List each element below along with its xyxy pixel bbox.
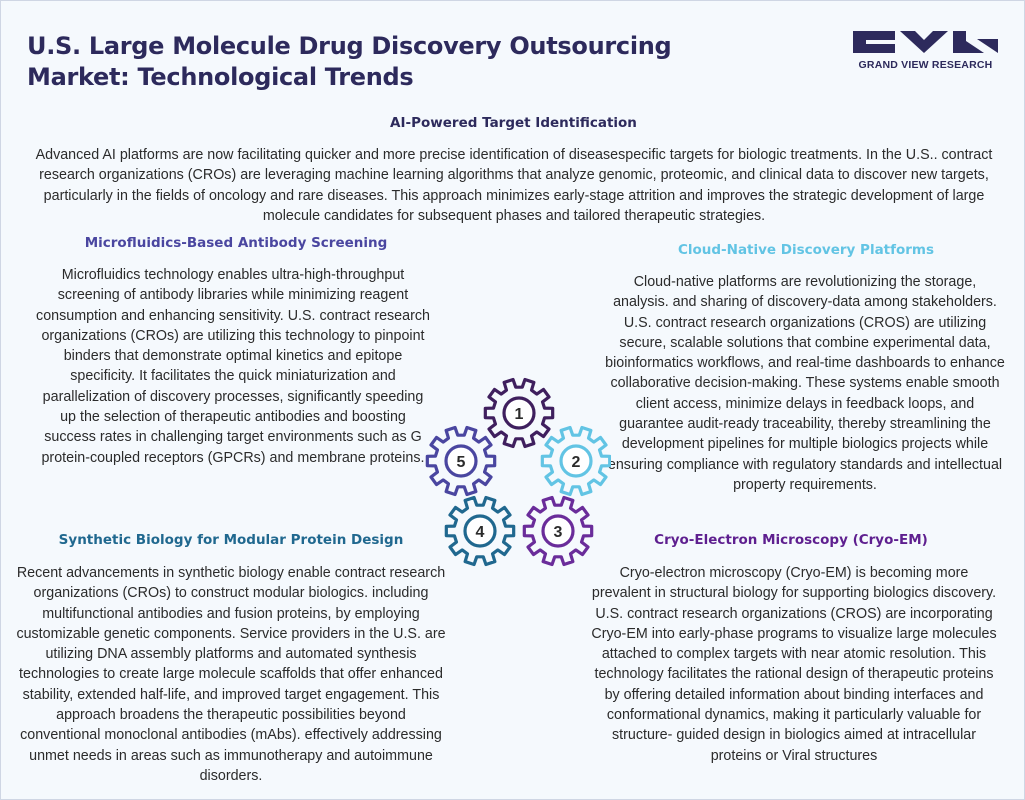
gear-1-label: 1: [514, 406, 524, 423]
gear-4-label: 4: [475, 524, 485, 541]
gear-5-label: 5: [456, 454, 466, 471]
ai-target-body: Advanced AI platforms are now facilitating quicker and more precise identification of diseasespecific targets for biologic treatments. In the U.S.. contract research organizations (CROs) are leveraging machine learning algorithms that analyze genomic, proteomic, and clinical data to discover new targets, particularly in the fields of oncology and rare diseases. This approach minimizes early-stage attrition and improves the strategic development of large molecule candidates for subsequent phases and tailored therapeutic strategies.: [35, 147, 993, 224]
gear-3-label: 3: [553, 524, 563, 541]
gear-2-label: 2: [571, 454, 581, 471]
logo-text: GRAND VIEW RESEARCH: [858, 59, 993, 71]
microfluidics-heading: Microfluidics-Based Antibody Screening: [84, 235, 388, 251]
cloud-native-body: Cloud-native platforms are revolutionizing the storage, analysis. and sharing of discovery-data among stakeholders. U.S. contract research organizations (CROS) are utilizing secure, scalable solutions that combine experimental data, bioinformatics workflows, and real-time dashboards to enhance collaborative decision-making. These systems enable smooth client access, minimize delays in feedback loops, and guarantee audit-ready traceability, thereby streamlining the development pipelines for multiple biologics projects while ensuring compliance with regulatory standards and intellectual property requirements.: [605, 274, 1005, 493]
synthetic-biology-heading: Synthetic Biology for Modular Protein Design: [58, 532, 404, 548]
cryo-em-body: Cryo-electron microscopy (Cryo-EM) is becoming more prevalent in structural biology for supporting biologics discovery. U.S. contract research organizations (CROS) are incorporating Cryo-EM into early-phase programs to visualize large molecules attached to complex targets with near atomic resolution. This technology facilitates the rational design of therapeutic proteins by offering detailed information about binding interfaces and conformational dynamics, making it particularly valuable for structure- guided design in biologics aimed at intracellular proteins or Viral structures: [591, 565, 997, 764]
gear-1-icon: [485, 380, 552, 447]
cloud-native-heading: Cloud-Native Discovery Platforms: [677, 242, 935, 258]
gear-4-icon: [446, 498, 513, 565]
microfluidics-body: Microfluidics technology enables ultra-high-throughput screening of antibody libraries while minimizing reagent consumption and enhancing sensitivity. U.S. contract research organizations (CROs) are utilizing this technology to pinpoint binders that demonstrate optimal kinetics and epitope specificity. It facilitates the quick miniaturization and parallelization of discovery processes, significantly speeding up the selection of therapeutic antibodies and boosting success rates in challenging target environments such as G protein-coupled receptors (GPCRs) and membrane proteins.: [36, 267, 430, 466]
ai-target-heading: AI-Powered Target Identification: [390, 115, 637, 131]
cryo-em-heading: Cryo-Electron Microscopy (Cryo-EM): [654, 532, 928, 548]
page-title: U.S. Large Molecule Drug Discovery Outsourcing Market: Technological Trends: [27, 32, 672, 91]
synthetic-biology-body: Recent advancements in synthetic biology enable contract research organizations (CROs) to construct modular biologics. including multifunctional antibodies and fusion proteins, by employing customizable genetic components. Service providers in the U.S. are utilizing DNA assembly platforms and automated synthesis technologies to create large molecule scaffolds that offer enhanced stability, extended half-life, and improved target engagement. This approach broadens the therapeutic possibilities beyond conventional monoclonal antibodies (mAbs). effectively addressing unmet needs in areas such as immunotherapy and autoimmune disorders.: [16, 565, 446, 784]
gear-5-icon: [427, 428, 494, 495]
gear-2-icon: [542, 428, 609, 495]
gear-3-icon: [524, 498, 591, 565]
gears-diagram: [421, 375, 611, 575]
